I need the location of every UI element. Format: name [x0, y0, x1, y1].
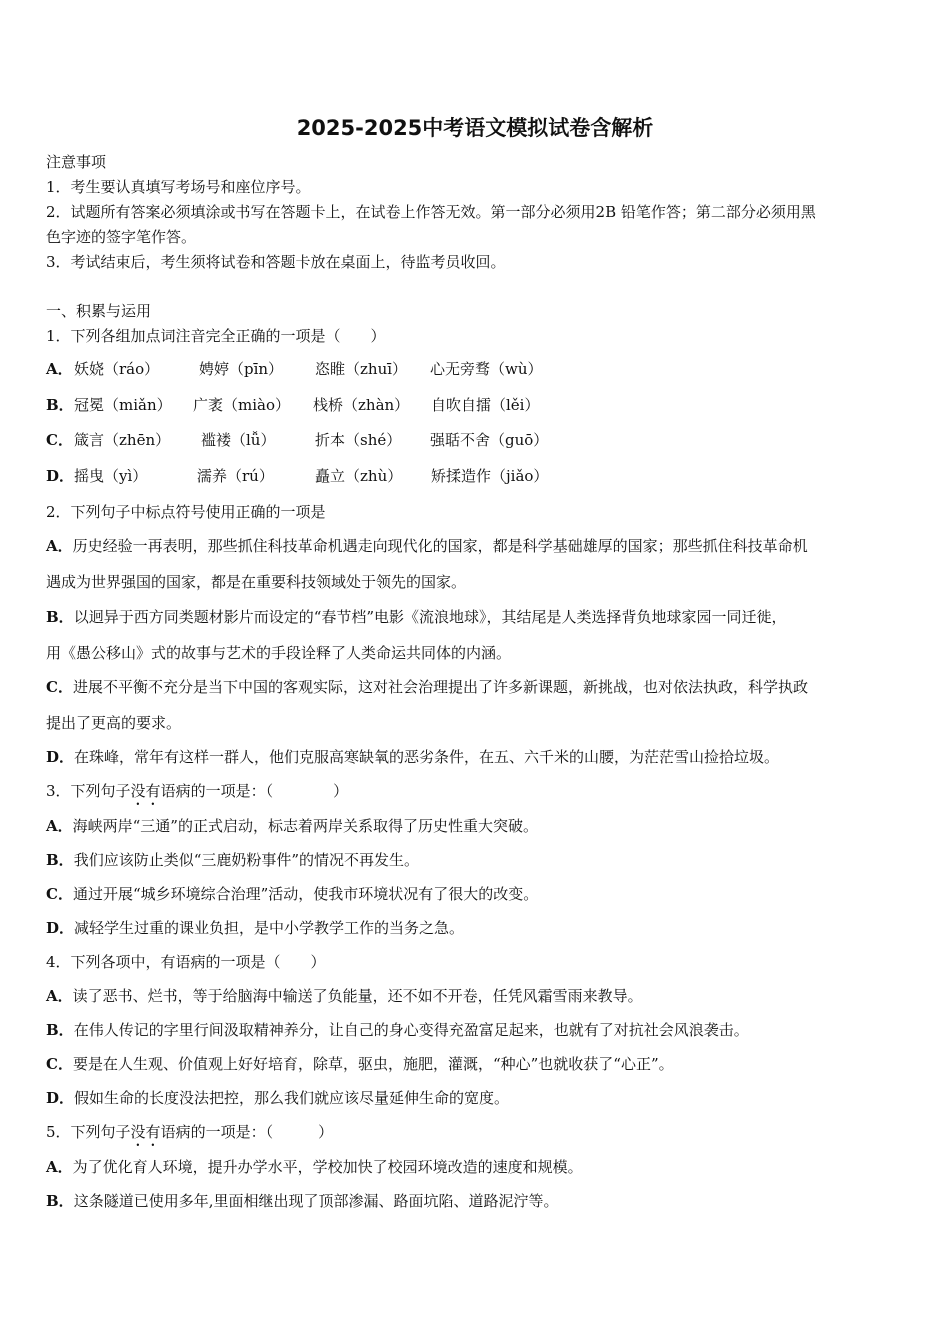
q2-option-b — [46, 607, 787, 627]
q5-option-a — [46, 1157, 583, 1177]
q1-cell: 褴褛（lǚ） — [201, 431, 276, 449]
q1-cell: 矗立（zhù） — [315, 467, 403, 485]
option-text: 这条隧道已使用多年,里面相继出现了顶部渗漏、路面坑陷、道路泥泞等。 — [73, 1192, 559, 1210]
option-text: 减轻学生过重的课业负担，是中小学教学工作的当务之急。 — [74, 919, 465, 937]
section-heading: 一、积累与运用 — [46, 302, 152, 320]
stem-text: 3．下列句子 — [46, 782, 131, 800]
option-label: D． — [46, 748, 75, 766]
option-text: 为了优化育人环境，提升办学水平，学校加快了校园环境改造的速度和规模。 — [72, 1158, 583, 1176]
q3-option-c — [46, 884, 538, 904]
emphasis-text: 没有 — [130, 1123, 161, 1141]
question-1-stem: 1．下列各组加点词注音完全正确的一项是（ ） — [46, 327, 386, 345]
q4-option-d — [46, 1088, 509, 1108]
option-label: B． — [46, 608, 74, 626]
q1-cell: 濡养（rú） — [197, 467, 274, 485]
option-label: B． — [46, 1192, 74, 1210]
q2-option-d — [46, 747, 779, 767]
stem-text: 5．下列句子 — [46, 1123, 131, 1141]
option-label: D． — [46, 1089, 75, 1107]
q5-option-b — [46, 1191, 558, 1211]
q1-cell: 妖娆（ráo） — [74, 360, 160, 378]
q1-cell: 摇曳（yì） — [74, 467, 148, 485]
option-label: B． — [46, 1021, 74, 1039]
q4-option-a — [46, 986, 643, 1006]
option-label: D． — [46, 467, 75, 485]
option-label: C． — [46, 1055, 73, 1073]
option-label: C． — [46, 431, 73, 449]
option-text: 在珠峰，常年有这样一群人，他们克服高寒缺氧的恶劣条件，在五、六千米的山腰，为茫茫雪山捡拾垃圾。 — [74, 748, 780, 766]
option-label: B． — [46, 396, 74, 414]
q3-option-d — [46, 918, 464, 938]
option-text: 读了恶书、烂书，等于给脑海中输送了负能量，还不如不开卷，任凭风霜雪雨来教导。 — [72, 987, 643, 1005]
option-text: 通过开展“城乡环境综合治理”活动，使我市环境状况有了很大的改变。 — [72, 885, 539, 903]
option-text: 进展不平衡不充分是当下中国的客观实际，这对社会治理提出了许多新课题，新挑战，也对依法执政，科学执政 — [72, 678, 808, 696]
q1-option-d — [46, 466, 549, 486]
notice-item: 3．考试结束后，考生须将试卷和答题卡放在桌面上，待监考员收回。 — [46, 253, 506, 271]
question-4-stem: 4．下列各项中，有语病的一项是（ ） — [46, 953, 326, 971]
notice-heading: 注意事项 — [46, 153, 107, 171]
q1-cell: 栈桥（zhàn） — [313, 396, 410, 414]
question-3-stem — [46, 781, 348, 809]
option-text-continued: 提出了更高的要求。 — [46, 714, 182, 732]
option-label: D． — [46, 919, 75, 937]
question-5-stem — [46, 1122, 333, 1150]
question-2-stem: 2．下列句子中标点符号使用正确的一项是 — [46, 503, 326, 521]
option-text: 以迥异于西方同类题材影片而设定的“春节档”电影《流浪地球》，其结尾是人类选择背负地球家园一同迁徙， — [73, 608, 787, 626]
option-label: C． — [46, 885, 73, 903]
q1-option-a — [46, 359, 543, 379]
option-text-continued: 用《愚公移山》式的故事与艺术的手段诠释了人类命运共同体的内涵。 — [46, 644, 512, 662]
q1-cell: 广袤（miào） — [193, 396, 290, 414]
q2-option-a — [46, 536, 808, 556]
option-label: A． — [46, 987, 73, 1005]
q2-option-c — [46, 677, 808, 697]
option-label: A． — [46, 817, 73, 835]
q1-cell: 折本（shé） — [315, 431, 402, 449]
option-label: A． — [46, 360, 73, 378]
option-label: A． — [46, 537, 73, 555]
q1-option-c — [46, 430, 549, 450]
option-text: 历史经验一再表明，那些抓住科技革命机遇走向现代化的国家，都是科学基础雄厚的国家；那些抓住科技革命机 — [72, 537, 808, 555]
option-label: A． — [46, 1158, 73, 1176]
emphasis-text: 没有 — [130, 782, 161, 800]
option-text-continued: 遇成为世界强国的国家，都是在重要科技领域处于领先的国家。 — [46, 573, 467, 591]
q1-cell: 冠冕（miǎn） — [74, 396, 172, 414]
q4-option-c — [46, 1054, 674, 1074]
notice-item: 2．试题所有答案必须填涂或书写在答题卡上，在试卷上作答无效。第一部分必须用2B 铅笔作答；第二部分必须用黑 — [46, 203, 816, 221]
option-text: 要是在人生观、价值观上好好培育，除草，驱虫，施肥，灌溉，“种心”也就收获了“心正”。 — [72, 1055, 674, 1073]
stem-text: 语病的一项是：（ ） — [160, 782, 349, 800]
option-label: C． — [46, 678, 73, 696]
q1-cell: 心无旁骛（wù） — [430, 360, 543, 378]
option-text: 我们应该防止类似“三鹿奶粉事件”的情况不再发生。 — [73, 851, 420, 869]
q1-option-b — [46, 395, 540, 415]
q1-cell: 矫揉造作（jiǎo） — [431, 467, 549, 485]
q1-cell: 恣睢（zhuī） — [315, 360, 408, 378]
q1-cell: 箴言（zhēn） — [74, 431, 171, 449]
notice-item: 1．考生要认真填写考场号和座位序号。 — [46, 178, 311, 196]
page-title: 2025-2025中考语文模拟试卷含解析 — [296, 116, 654, 140]
q3-option-a — [46, 816, 538, 836]
q1-cell: 强聒不舍（guō） — [430, 431, 549, 449]
q1-cell: 自吹自擂（lěi） — [431, 396, 540, 414]
q3-option-b — [46, 850, 419, 870]
q1-cell: 娉婷（pīn） — [199, 360, 284, 378]
option-text: 假如生命的长度没法把控，那么我们就应该尽量延伸生命的宽度。 — [74, 1089, 510, 1107]
stem-text: 语病的一项是：（ ） — [160, 1123, 334, 1141]
option-text: 在伟人传记的字里行间汲取精神养分，让自己的身心变得充盈富足起来，也就有了对抗社会风浪袭击。 — [73, 1021, 749, 1039]
notice-item: 色字迹的签字笔作答。 — [46, 228, 197, 246]
option-label: B． — [46, 851, 74, 869]
q4-option-b — [46, 1020, 749, 1040]
option-text: 海峡两岸“三通”的正式启动，标志着两岸关系取得了历史性重大突破。 — [72, 817, 538, 835]
